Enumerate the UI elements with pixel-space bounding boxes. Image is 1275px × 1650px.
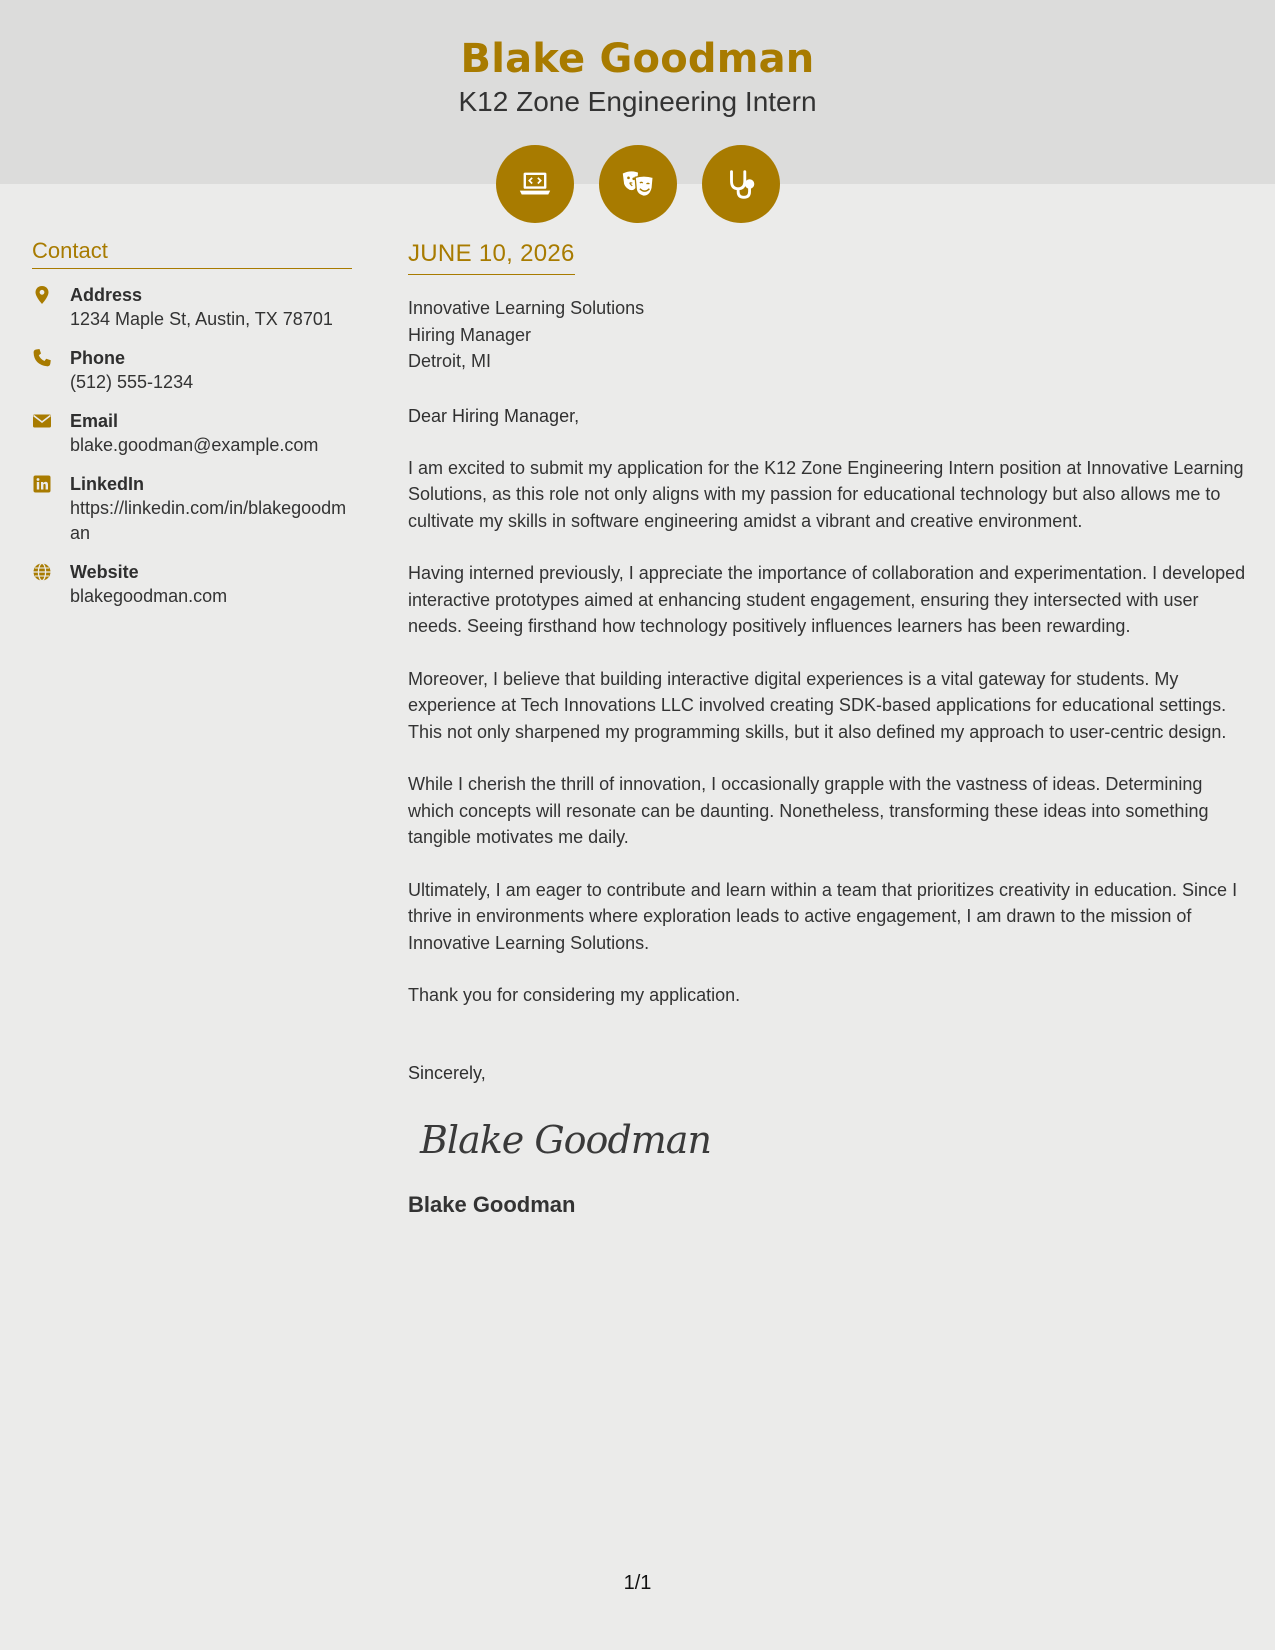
- header-icons: [0, 145, 1275, 223]
- paragraph: I am excited to submit my application for the K12 Zone Engineering Intern position at Innovative Learning Solutions, as this role not only aligns with my passion for educational technology but also allows me to cultivate my skills in software engineering amidst a vibrant and creative environment.: [408, 457, 1244, 531]
- map-pin-icon: [32, 283, 70, 332]
- theater-masks-icon: [599, 145, 677, 223]
- contact-sidebar: [32, 238, 352, 623]
- page-number: 1/1: [623, 1572, 652, 1594]
- greeting: Dear Hiring Manager,: [408, 405, 580, 426]
- phone-icon: [32, 346, 70, 395]
- recipient-company: Innovative Learning Solutions: [408, 298, 645, 318]
- contact-item-phone: [32, 346, 352, 395]
- contact-value: blake.goodman@example.com: [70, 435, 319, 455]
- paragraph: Moreover, I believe that building interactive digital experiences is a vital gateway for students. My experience at Tech Innovations LLC involved creating SDK-based applications for educational settings. This not only sharpened my programming skills, but it also defined my approach to user-centric design.: [408, 668, 1227, 742]
- envelope-icon: [32, 409, 70, 458]
- contact-label: Email: [70, 411, 119, 431]
- closing: Sincerely,: [408, 1062, 486, 1083]
- contact-list: [32, 283, 352, 609]
- contact-value: 1234 Maple St, Austin, TX 78701: [70, 309, 333, 329]
- linkedin-icon: [32, 472, 70, 546]
- contact-label: Phone: [70, 348, 126, 368]
- paragraph: Thank you for considering my application.: [408, 985, 741, 1005]
- contact-label: Address: [70, 285, 143, 305]
- contact-item-address: [32, 283, 352, 332]
- contact-item-email: [32, 409, 352, 458]
- contact-heading: Contact: [32, 238, 352, 269]
- recipient-location: Detroit, MI: [408, 351, 492, 371]
- signer-name: Blake Goodman: [408, 1191, 576, 1217]
- letter-body: [408, 240, 1248, 1218]
- applicant-name: Blake Goodman: [460, 36, 815, 82]
- paragraph: Having interned previously, I appreciate the importance of collaboration and experimentation. I developed interactive prototypes aimed at enhancing student engagement, ensuring they intersected with user needs. Seeing firsthand how technology positively influences learners has been rewarding.: [408, 563, 1246, 636]
- recipient-block: [408, 295, 1248, 375]
- contact-label: LinkedIn: [70, 474, 145, 494]
- recipient-title: Hiring Manager: [408, 324, 532, 345]
- paragraph: Ultimately, I am eager to contribute and learn within a team that prioritizes creativity in education. Since I thrive in environments where exploration leads to active engagement, I am drawn to the mission of Innovative Learning Solutions.: [408, 879, 1238, 953]
- contact-item-website: [32, 560, 352, 609]
- contact-label: Website: [70, 562, 139, 582]
- letter-date: JUNE 10, 2026: [408, 240, 575, 275]
- paragraph: While I cherish the thrill of innovation, I occasionally grapple with the vastness of ideas. Determining which concepts will resonate can be daunting. Nonetheless, transforming these ideas into something tangible motivates me daily.: [408, 774, 1209, 847]
- stethoscope-icon: [702, 145, 780, 223]
- contact-value: (512) 555-1234: [70, 372, 194, 392]
- handwritten-signature: Blake Goodman: [420, 1117, 711, 1162]
- laptop-code-icon: [496, 145, 574, 223]
- linkedin-link[interactable]: https://linkedin.com/in/blakegoodman: [70, 498, 347, 543]
- contact-item-linkedin: [32, 472, 352, 546]
- job-title: K12 Zone Engineering Intern: [458, 86, 817, 117]
- website-link[interactable]: blakegoodman.com: [70, 586, 228, 606]
- globe-icon: [32, 560, 70, 609]
